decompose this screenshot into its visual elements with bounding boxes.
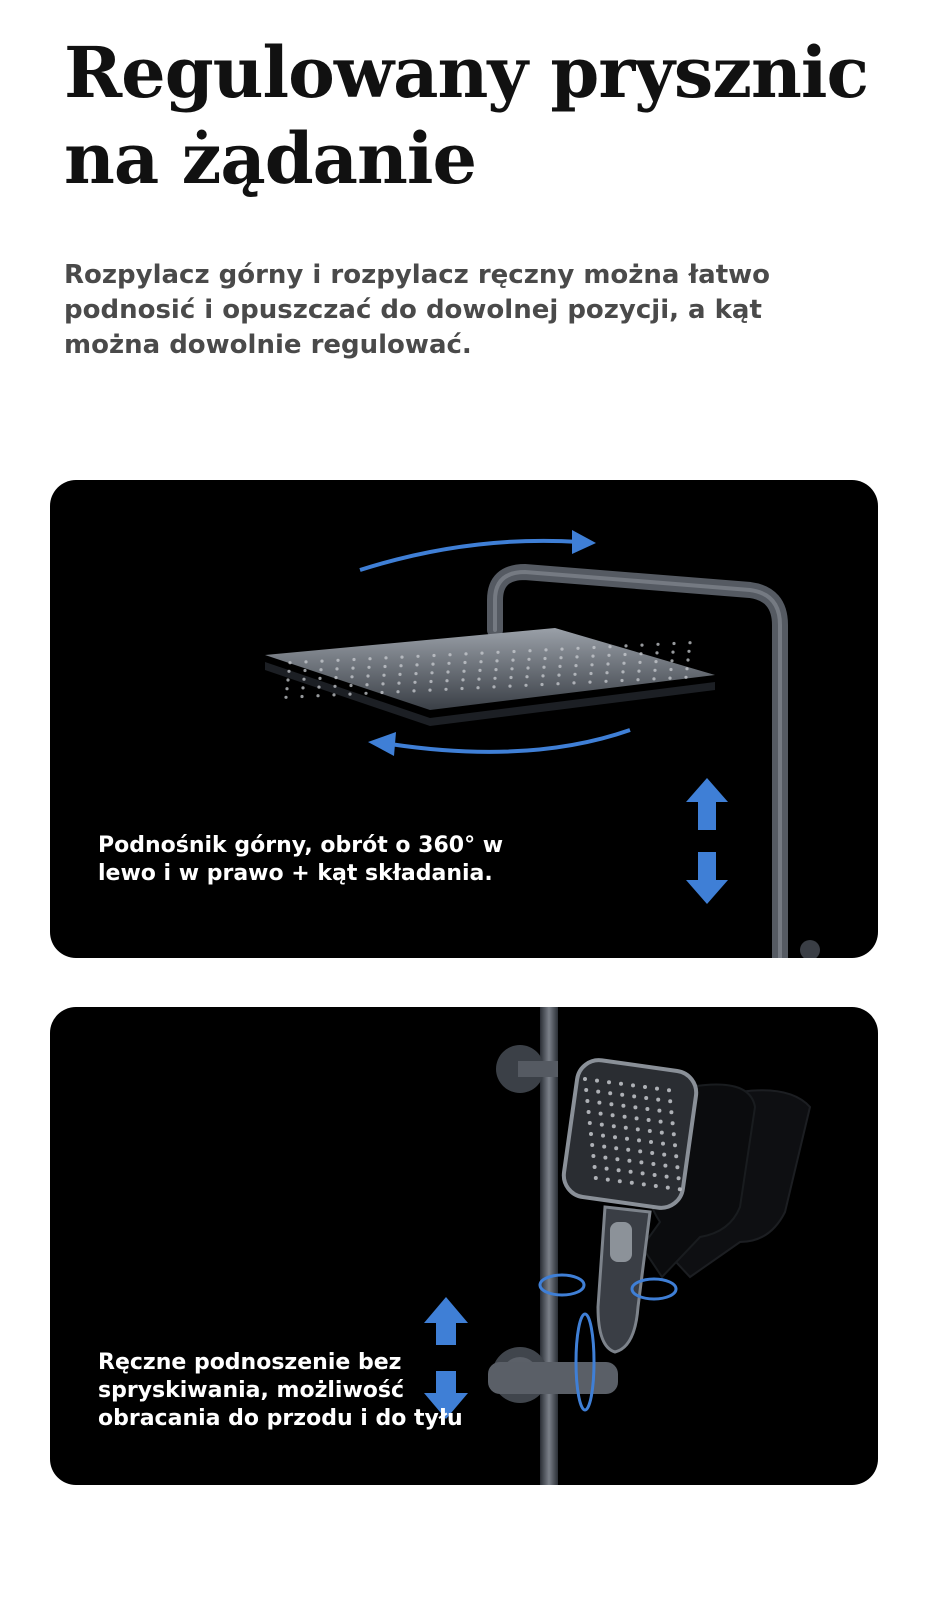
nozzle-dot bbox=[560, 648, 563, 651]
nozzle-dot bbox=[526, 666, 529, 669]
nozzle-dot bbox=[368, 657, 371, 660]
nozzle-dot bbox=[428, 689, 431, 692]
hand-nozzle-dot bbox=[590, 1143, 594, 1147]
hand-nozzle-dot bbox=[654, 1184, 658, 1188]
nozzle-dot bbox=[669, 668, 672, 671]
hand-nozzle-dot bbox=[621, 1104, 625, 1108]
hand-nozzle-dot bbox=[667, 1088, 671, 1092]
nozzle-dot bbox=[541, 674, 544, 677]
nozzle-dot bbox=[636, 678, 639, 681]
nozzle-dot bbox=[333, 685, 336, 688]
nozzle-dot bbox=[479, 660, 482, 663]
nozzle-dot bbox=[415, 663, 418, 666]
hand-nozzle-dot bbox=[671, 1121, 675, 1125]
nozzle-dot bbox=[316, 694, 319, 697]
nozzle-dot bbox=[540, 683, 543, 686]
nozzle-dot bbox=[383, 665, 386, 668]
hand-nozzle-dot bbox=[612, 1124, 616, 1128]
slide-rail bbox=[540, 1007, 558, 1485]
nozzle-dot bbox=[606, 662, 609, 665]
nozzle-dot bbox=[687, 650, 690, 653]
hand-nozzle-dot bbox=[583, 1077, 587, 1081]
nozzle-dot bbox=[397, 682, 400, 685]
hand-nozzle-dot bbox=[593, 1165, 597, 1169]
hand-nozzle-dot bbox=[649, 1140, 653, 1144]
nozzle-dot bbox=[461, 678, 464, 681]
nozzle-dot bbox=[639, 652, 642, 655]
hand-nozzle-dot bbox=[617, 1168, 621, 1172]
hand-nozzle-dot bbox=[662, 1153, 666, 1157]
nozzle-dot bbox=[348, 693, 351, 696]
nozzle-dot bbox=[544, 648, 547, 651]
up-arrow-icon bbox=[424, 1297, 468, 1345]
nozzle-dot bbox=[512, 650, 515, 653]
overhead-shower-caption: Podnośnik górny, obrót o 360° w lewo i w prawo + kąt składania. bbox=[98, 833, 504, 886]
hand-nozzle-dot bbox=[599, 1112, 603, 1116]
hand-nozzle-dot bbox=[588, 1121, 592, 1125]
hand-nozzle-dot bbox=[611, 1113, 615, 1117]
hand-nozzle-dot bbox=[601, 1134, 605, 1138]
nozzle-dot bbox=[460, 687, 463, 690]
hand-nozzle-dot bbox=[606, 1178, 610, 1182]
nozzle-dot bbox=[332, 693, 335, 696]
nozzle-dot bbox=[364, 692, 367, 695]
nozzle-dot bbox=[445, 679, 448, 682]
nozzle-dot bbox=[287, 670, 290, 673]
hand-nozzle-dot bbox=[596, 1090, 600, 1094]
hand-nozzle-dot bbox=[655, 1087, 659, 1091]
hand-nozzle-dot bbox=[668, 1099, 672, 1103]
nozzle-dot bbox=[367, 666, 370, 669]
nozzle-dot bbox=[494, 668, 497, 671]
hand-nozzle-dot bbox=[675, 1165, 679, 1169]
nozzle-dot bbox=[366, 674, 369, 677]
hand-nozzle-dot bbox=[663, 1164, 667, 1168]
hand-nozzle-dot bbox=[661, 1142, 665, 1146]
hand-nozzle-dot bbox=[674, 1154, 678, 1158]
nozzle-dot bbox=[608, 645, 611, 648]
rotate-right-arrow-icon bbox=[360, 541, 580, 570]
nozzle-dot bbox=[543, 657, 546, 660]
nozzle-dot bbox=[414, 672, 417, 675]
nozzle-dot bbox=[638, 661, 641, 664]
nozzle-dot bbox=[446, 670, 449, 673]
nozzle-dot bbox=[688, 641, 691, 644]
nozzle-dot bbox=[318, 677, 321, 680]
hand-nozzle-dot bbox=[651, 1162, 655, 1166]
hand-nozzle-dot bbox=[633, 1105, 637, 1109]
nozzle-dot bbox=[592, 646, 595, 649]
hand-nozzle-dot bbox=[627, 1159, 631, 1163]
nozzle-dot bbox=[444, 688, 447, 691]
nozzle-dot bbox=[576, 647, 579, 650]
nozzle-dot bbox=[350, 675, 353, 678]
hand-nozzle-dot bbox=[591, 1154, 595, 1158]
hand-nozzle-dot bbox=[613, 1135, 617, 1139]
nozzle-dot bbox=[685, 667, 688, 670]
hand-nozzle-dot bbox=[618, 1179, 622, 1183]
nozzle-dot bbox=[320, 660, 323, 663]
nozzle-dot bbox=[477, 678, 480, 681]
nozzle-dot bbox=[573, 673, 576, 676]
nozzle-dot bbox=[302, 678, 305, 681]
hand-nozzle-dot bbox=[602, 1145, 606, 1149]
hand-nozzle-dot bbox=[672, 1132, 676, 1136]
hand-nozzle-dot bbox=[597, 1101, 601, 1105]
nozzle-dot bbox=[288, 661, 291, 664]
nozzle-dot bbox=[589, 672, 592, 675]
hand-nozzle-dot bbox=[642, 1182, 646, 1186]
nozzle-dot bbox=[556, 682, 559, 685]
overhead-shower-card bbox=[50, 480, 878, 958]
shower-head bbox=[265, 628, 715, 726]
nozzle-dot bbox=[511, 659, 514, 662]
hand-nozzle-dot bbox=[624, 1126, 628, 1130]
hand-nozzle-dot bbox=[615, 1157, 619, 1161]
nozzle-dot bbox=[542, 666, 545, 669]
nozzle-dot bbox=[335, 667, 338, 670]
nozzle-dot bbox=[558, 665, 561, 668]
hand-nozzle-dot bbox=[603, 1156, 607, 1160]
nozzle-dot bbox=[400, 656, 403, 659]
nozzle-dot bbox=[637, 670, 640, 673]
hand-nozzle-dot bbox=[620, 1093, 624, 1097]
nozzle-dot bbox=[528, 649, 531, 652]
nozzle-dot bbox=[671, 651, 674, 654]
page-subtitle: Rozpylacz górny i rozpylacz ręczny można łatwo podnosić i opuszczać do dowolnej pozycji, a kąt można dowolnie regulować. bbox=[64, 260, 771, 360]
nozzle-dot bbox=[652, 677, 655, 680]
nozzle-dot bbox=[464, 652, 467, 655]
nozzle-dot bbox=[607, 654, 610, 657]
hand-nozzle-dot bbox=[623, 1115, 627, 1119]
nozzle-dot bbox=[604, 680, 607, 683]
nozzle-dot bbox=[384, 656, 387, 659]
nozzle-dot bbox=[399, 664, 402, 667]
hand-nozzle-dot bbox=[666, 1186, 670, 1190]
nozzle-dot bbox=[668, 677, 671, 680]
hand-nozzle-dot bbox=[644, 1096, 648, 1100]
nozzle-dot bbox=[349, 684, 352, 687]
hand-nozzle-dot bbox=[607, 1080, 611, 1084]
nozzle-dot bbox=[621, 670, 624, 673]
nozzle-dot bbox=[496, 651, 499, 654]
nozzle-dot bbox=[590, 663, 593, 666]
hand-nozzle-dot bbox=[636, 1127, 640, 1131]
hand-nozzle-dot bbox=[665, 1175, 669, 1179]
nozzle-dot bbox=[432, 654, 435, 657]
nozzle-dot bbox=[429, 680, 432, 683]
hand-nozzle-dot bbox=[584, 1088, 588, 1092]
nozzle-dot bbox=[686, 658, 689, 661]
nozzle-dot bbox=[304, 660, 307, 663]
nozzle-dot bbox=[527, 658, 530, 661]
nozzle-dot bbox=[365, 683, 368, 686]
nozzle-dot bbox=[303, 669, 306, 672]
nozzle-dot bbox=[620, 679, 623, 682]
nozzle-dot bbox=[382, 674, 385, 677]
hand-nozzle-dot bbox=[609, 1102, 613, 1106]
nozzle-dot bbox=[605, 671, 608, 674]
nozzle-dot bbox=[480, 652, 483, 655]
nozzle-dot bbox=[319, 668, 322, 671]
hand-nozzle-dot bbox=[648, 1129, 652, 1133]
rotate-right-arrowhead-icon bbox=[572, 530, 596, 554]
nozzle-dot bbox=[396, 690, 399, 693]
hand-nozzle-dot bbox=[619, 1082, 623, 1086]
page-title: Regulowany prysznic na żądanie bbox=[64, 31, 869, 200]
nozzle-dot bbox=[476, 686, 479, 689]
nozzle-dot bbox=[380, 691, 383, 694]
nozzle-dot bbox=[640, 644, 643, 647]
nozzle-dot bbox=[684, 676, 687, 679]
hand-nozzle-dot bbox=[656, 1098, 660, 1102]
nozzle-dot bbox=[559, 656, 562, 659]
nozzle-dot bbox=[508, 685, 511, 688]
nozzle-dot bbox=[413, 681, 416, 684]
nozzle-dot bbox=[463, 661, 466, 664]
rotate-left-arrowhead-icon bbox=[368, 732, 396, 756]
nozzle-dot bbox=[448, 653, 451, 656]
hand-nozzle-dot bbox=[589, 1132, 593, 1136]
nozzle-dot bbox=[336, 659, 339, 662]
hand-nozzle-dot bbox=[594, 1176, 598, 1180]
hand-nozzle-dot bbox=[673, 1143, 677, 1147]
nozzle-dot bbox=[654, 660, 657, 663]
nozzle-dot bbox=[492, 685, 495, 688]
up-arrow-icon bbox=[686, 778, 728, 830]
hand-nozzle-dot bbox=[626, 1148, 630, 1152]
nozzle-dot bbox=[622, 662, 625, 665]
nozzle-dot bbox=[572, 681, 575, 684]
hand-nozzle-dot bbox=[660, 1131, 664, 1135]
nozzle-dot bbox=[301, 686, 304, 689]
nozzle-dot bbox=[575, 655, 578, 658]
hand-nozzle-dot bbox=[641, 1171, 645, 1175]
hand-nozzle-dot bbox=[647, 1118, 651, 1122]
hand-nozzle-dot bbox=[600, 1123, 604, 1127]
nozzle-dot bbox=[352, 658, 355, 661]
nozzle-dot bbox=[623, 653, 626, 656]
hand-shower-card bbox=[50, 1007, 878, 1485]
hand-nozzle-dot bbox=[669, 1110, 673, 1114]
nozzle-dot bbox=[317, 686, 320, 689]
nozzle-dot bbox=[412, 689, 415, 692]
nozzle-dot bbox=[525, 675, 528, 678]
hand-nozzle-dot bbox=[585, 1099, 589, 1103]
nozzle-dot bbox=[495, 659, 498, 662]
hand-nozzle-dot bbox=[645, 1107, 649, 1111]
nozzle-dot bbox=[398, 673, 401, 676]
hand-shower-caption: Ręczne podnoszenie bez spryskiwania, możliwość obracania do przodu i do tyłu bbox=[98, 1350, 463, 1431]
nozzle-dot bbox=[286, 678, 289, 681]
nozzle-dot bbox=[478, 669, 481, 672]
nozzle-dot bbox=[656, 643, 659, 646]
nozzle-dot bbox=[431, 663, 434, 666]
nozzle-dot bbox=[447, 662, 450, 665]
nozzle-dot bbox=[524, 684, 527, 687]
hand-nozzle-dot bbox=[650, 1151, 654, 1155]
nozzle-dot bbox=[591, 655, 594, 658]
nozzle-dot bbox=[493, 677, 496, 680]
nozzle-dot bbox=[510, 667, 513, 670]
hand-nozzle-dot bbox=[587, 1110, 591, 1114]
hand-nozzle-dot bbox=[659, 1120, 663, 1124]
nozzle-dot bbox=[588, 681, 591, 684]
nozzle-dot bbox=[509, 676, 512, 679]
hand-nozzle-dot bbox=[657, 1109, 661, 1113]
hand-nozzle-dot bbox=[632, 1094, 636, 1098]
hand-nozzle-dot bbox=[631, 1083, 635, 1087]
hand-nozzle-dot bbox=[595, 1079, 599, 1083]
nozzle-dot bbox=[351, 667, 354, 670]
nozzle-dot bbox=[653, 669, 656, 672]
rotate-left-arrow-icon bbox=[390, 730, 630, 752]
hand-nozzle-dot bbox=[643, 1085, 647, 1089]
down-arrow-icon bbox=[686, 852, 728, 904]
hand-nozzle-dot bbox=[678, 1187, 682, 1191]
nozzle-dot bbox=[574, 664, 577, 667]
nozzle-dot bbox=[624, 644, 627, 647]
hand-nozzle-dot bbox=[605, 1167, 609, 1171]
nozzle-dot bbox=[284, 696, 287, 699]
hand-nozzle-dot bbox=[653, 1173, 657, 1177]
hand-nozzle-dot bbox=[638, 1149, 642, 1153]
hand-nozzle-dot bbox=[608, 1091, 612, 1095]
hand-nozzle-dot bbox=[625, 1137, 629, 1141]
hand-nozzle-dot bbox=[639, 1160, 643, 1164]
nozzle-dot bbox=[672, 642, 675, 645]
nozzle-dot bbox=[462, 670, 465, 673]
nozzle-dot bbox=[655, 651, 658, 654]
nozzle-dot bbox=[430, 671, 433, 674]
hand-nozzle-dot bbox=[677, 1176, 681, 1180]
nozzle-dot bbox=[670, 659, 673, 662]
nozzle-dot bbox=[285, 687, 288, 690]
nozzle-dot bbox=[334, 676, 337, 679]
nozzle-dot bbox=[300, 695, 303, 698]
hand-nozzle-dot bbox=[637, 1138, 641, 1142]
hand-nozzle-dot bbox=[630, 1181, 634, 1185]
nozzle-dot bbox=[416, 655, 419, 658]
hand-nozzle-dot bbox=[614, 1146, 618, 1150]
nozzle-dot bbox=[381, 682, 384, 685]
hand-nozzle-dot bbox=[629, 1170, 633, 1174]
hand-nozzle-dot bbox=[635, 1116, 639, 1120]
nozzle-dot bbox=[557, 674, 560, 677]
